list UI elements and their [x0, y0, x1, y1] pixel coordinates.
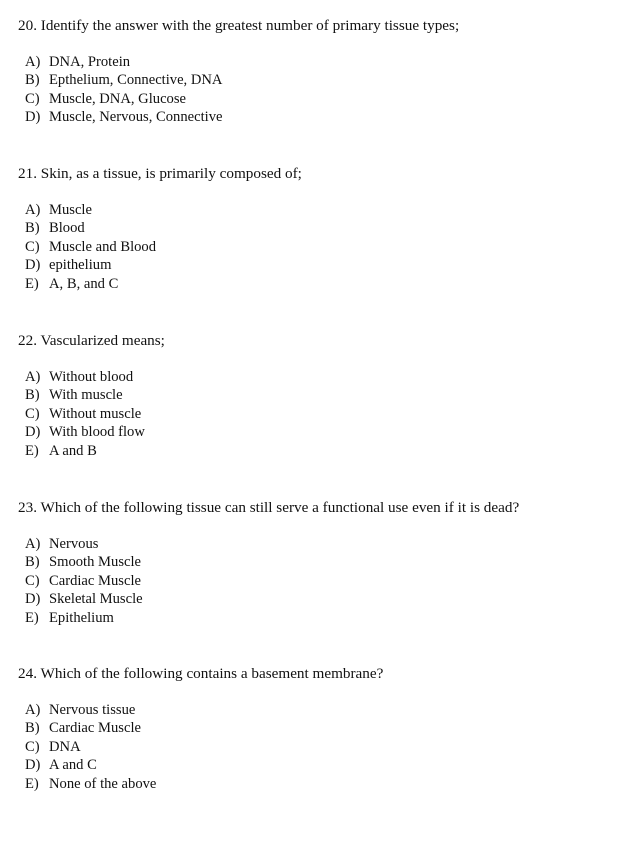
- option-letter: B): [25, 72, 40, 89]
- answer-options: [25, 201, 618, 293]
- option-text: Muscle and Blood: [49, 238, 157, 255]
- option-letter: B): [25, 554, 40, 571]
- option-letter: B): [25, 387, 40, 404]
- option-text: With muscle: [49, 387, 123, 404]
- option-letter: D): [25, 424, 41, 441]
- answer-options: [25, 53, 618, 127]
- option-text: DNA: [49, 738, 81, 755]
- answer-option: [25, 738, 618, 756]
- answer-option: [25, 442, 618, 460]
- answer-option: [25, 609, 618, 627]
- option-letter: A): [25, 536, 41, 552]
- answer-options: [25, 701, 618, 793]
- answer-option: [25, 90, 618, 108]
- option-text: epithelium: [49, 257, 112, 274]
- answer-option: [25, 201, 618, 219]
- option-text: None of the above: [49, 775, 157, 792]
- answer-option: [25, 53, 618, 71]
- answer-option: [25, 553, 618, 571]
- option-text: Without blood: [49, 369, 134, 385]
- option-text: With blood flow: [49, 424, 145, 441]
- answer-option: [25, 701, 618, 719]
- answer-option: [25, 756, 618, 774]
- answer-option: [25, 535, 618, 553]
- question-22: [18, 331, 618, 460]
- option-letter: D): [25, 757, 41, 774]
- question-21: [18, 164, 618, 293]
- answer-option: [25, 775, 618, 793]
- answer-option: [25, 590, 618, 608]
- answer-option: [25, 405, 618, 423]
- option-letter: A): [25, 202, 41, 218]
- option-text: Muscle, Nervous, Connective: [49, 109, 223, 126]
- option-text: Epithelium: [49, 609, 114, 626]
- option-letter: E): [25, 609, 39, 626]
- option-letter: C): [25, 405, 40, 422]
- answer-option: [25, 71, 618, 89]
- question-text: 24. Which of the following contains a basement membrane?: [18, 665, 384, 682]
- option-letter: C): [25, 572, 40, 589]
- option-letter: D): [25, 257, 41, 274]
- option-text: Nervous: [49, 536, 99, 552]
- answer-option: [25, 719, 618, 737]
- question-text: 21. Skin, as a tissue, is primarily composed of;: [18, 165, 302, 182]
- option-letter: C): [25, 238, 40, 255]
- option-letter: C): [25, 738, 40, 755]
- option-letter: D): [25, 109, 41, 126]
- question-text: 20. Identify the answer with the greatest number of primary tissue types;: [18, 17, 460, 34]
- option-text: DNA, Protein: [49, 54, 131, 70]
- answer-option: [25, 386, 618, 404]
- option-text: A, B, and C: [49, 275, 119, 292]
- answer-options: [25, 368, 618, 460]
- option-text: Epthelium, Connective, DNA: [49, 72, 223, 89]
- answer-option: [25, 238, 618, 256]
- answer-option: [25, 275, 618, 293]
- option-text: Cardiac Muscle: [49, 720, 141, 737]
- option-letter: E): [25, 775, 39, 792]
- option-letter: E): [25, 442, 39, 459]
- option-text: Nervous tissue: [49, 702, 136, 718]
- answer-option: [25, 219, 618, 237]
- option-text: Blood: [49, 220, 85, 237]
- answer-option: [25, 108, 618, 126]
- option-letter: B): [25, 720, 40, 737]
- option-text: Muscle: [49, 202, 92, 218]
- option-text: Without muscle: [49, 405, 142, 422]
- option-text: Cardiac Muscle: [49, 572, 141, 589]
- question-24: [18, 664, 618, 793]
- question-20: [18, 16, 618, 127]
- answer-option: [25, 368, 618, 386]
- answer-option: [25, 423, 618, 441]
- question-text: 22. Vascularized means;: [18, 332, 165, 349]
- option-text: A and B: [49, 442, 97, 459]
- answer-option: [25, 256, 618, 274]
- question-text: 23. Which of the following tissue can still serve a functional use even if it is dead?: [18, 499, 520, 516]
- option-letter: C): [25, 90, 40, 107]
- option-text: A and C: [49, 757, 97, 774]
- option-text: Muscle, DNA, Glucose: [49, 90, 186, 107]
- option-letter: D): [25, 591, 41, 608]
- answer-option: [25, 572, 618, 590]
- option-letter: A): [25, 54, 41, 70]
- option-letter: E): [25, 275, 39, 292]
- option-letter: A): [25, 702, 41, 718]
- option-letter: B): [25, 220, 40, 237]
- answer-options: [25, 535, 618, 627]
- option-letter: A): [25, 369, 41, 385]
- question-23: [18, 498, 618, 627]
- option-text: Skeletal Muscle: [49, 591, 143, 608]
- option-text: Smooth Muscle: [49, 554, 142, 571]
